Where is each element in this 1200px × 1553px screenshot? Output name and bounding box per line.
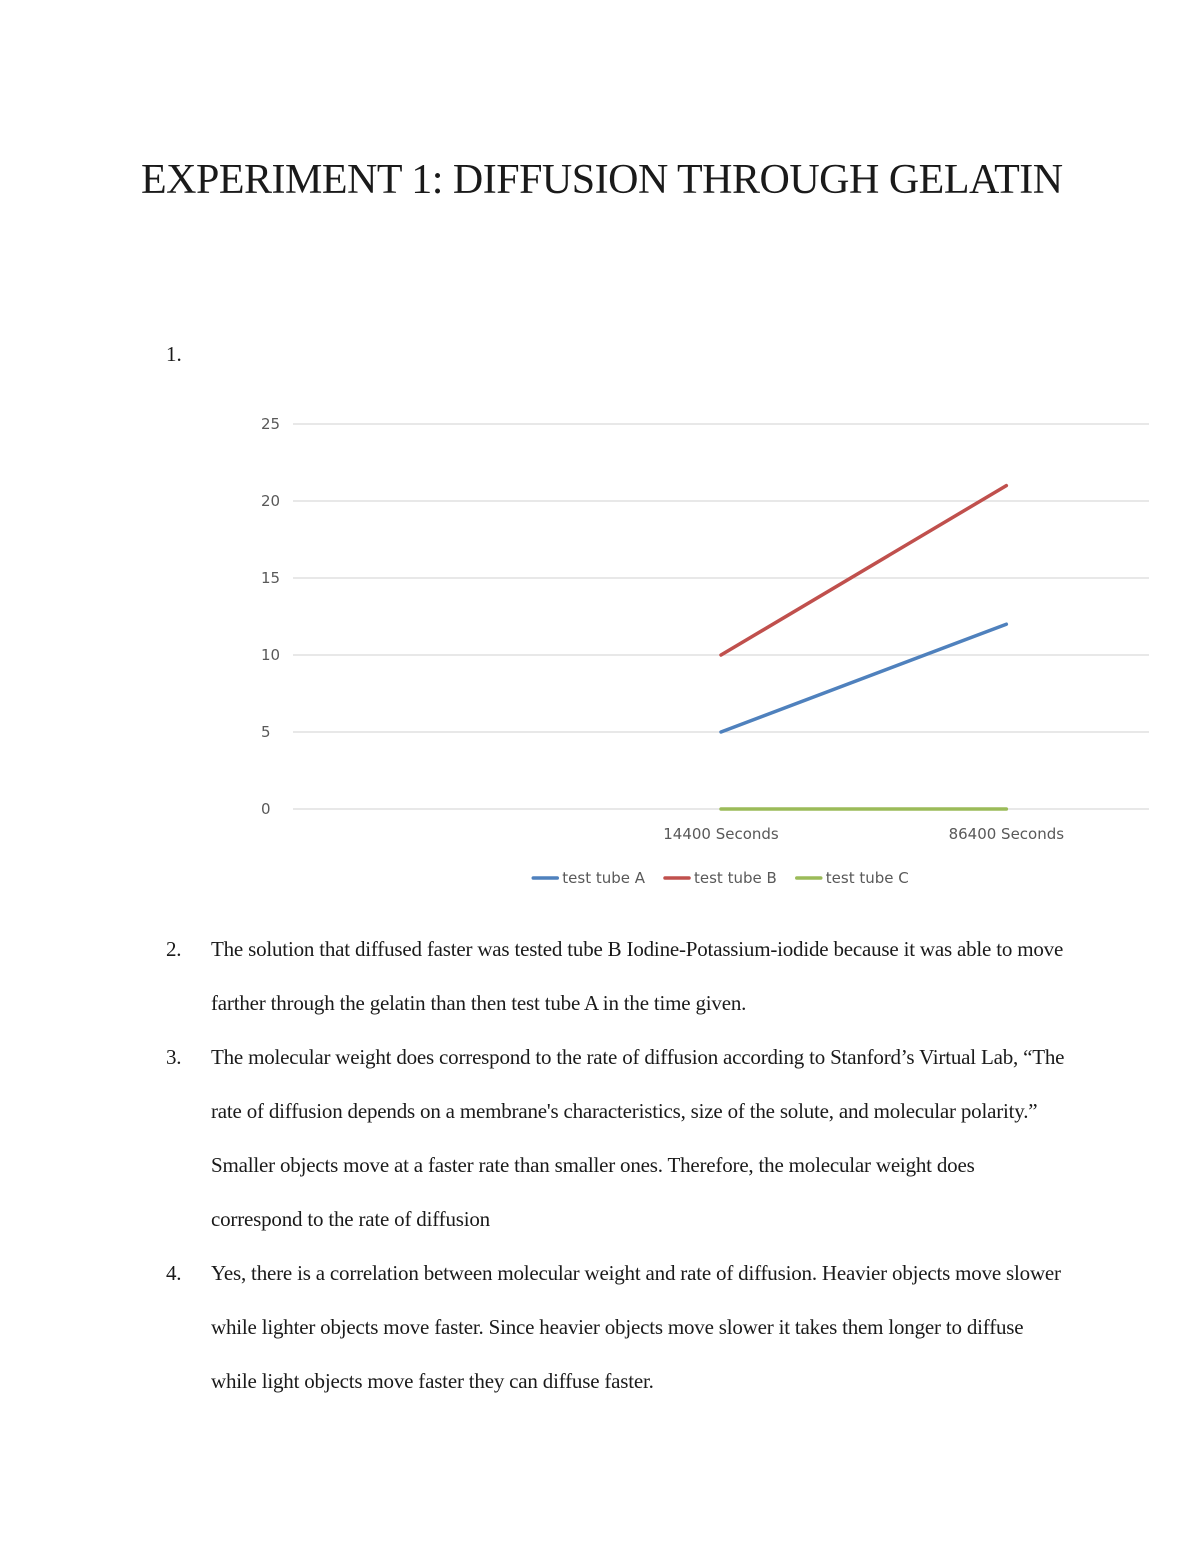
y-tick-label: 25: [261, 415, 281, 433]
answer-text: The solution that diffused faster was tested tube B Iodine-Potassium-iodide because it was able to move farther through the gelatin than then test tube A in the time given.: [211, 937, 1064, 1015]
y-tick-label: 20: [261, 492, 281, 510]
series-line: [721, 486, 1006, 655]
chart-legend: [533, 869, 908, 887]
chart-gridlines: [293, 424, 1149, 809]
chart-y-ticks: [261, 415, 280, 818]
legend-label: test tube C: [825, 869, 909, 887]
answer-number: 3.: [166, 1045, 182, 1069]
answer-text: Yes, there is a correlation between molecular weight and rate of diffusion. Heavier objects move slower while lighter objects move faster. Since heavier objects move slower it takes them longer to diffuse while light objects move faster they can diffuse faster.: [211, 1261, 1061, 1393]
answer-list: [166, 922, 1066, 1408]
chart-series: [721, 486, 1006, 809]
answer-number: 2.: [166, 937, 182, 961]
answer-item: [166, 922, 1066, 1030]
list-item-number: 1.: [166, 342, 182, 366]
answer-item: [166, 1246, 1066, 1408]
legend-label: test tube A: [562, 869, 646, 887]
legend-label: test tube B: [694, 869, 777, 887]
series-line: [721, 624, 1006, 732]
answer-number: 4.: [166, 1261, 182, 1285]
answer-text: The molecular weight does correspond to the rate of diffusion according to Stanford’s Virtual Lab, “The rate of diffusion depends on a membrane's characteristics, size of the solute, and molecular polarity.” Smaller objects move at a faster rate than smaller ones. Therefore, the molecular weight does correspond to the rate of diffusion: [211, 1045, 1065, 1231]
page-title: EXPERIMENT 1: DIFFUSION THROUGH GELATIN: [141, 157, 1063, 203]
x-tick-label: 14400 Seconds: [663, 825, 779, 843]
chart-canvas: [241, 370, 1156, 905]
answer-item: [166, 1030, 1066, 1246]
y-tick-label: 10: [261, 646, 281, 664]
y-tick-label: 15: [261, 569, 281, 587]
y-tick-label: 0: [261, 800, 271, 818]
diffusion-line-chart: [241, 370, 1156, 905]
y-tick-label: 5: [261, 723, 271, 741]
x-tick-label: 86400 Seconds: [948, 825, 1065, 843]
chart-x-ticks: [663, 825, 1064, 843]
